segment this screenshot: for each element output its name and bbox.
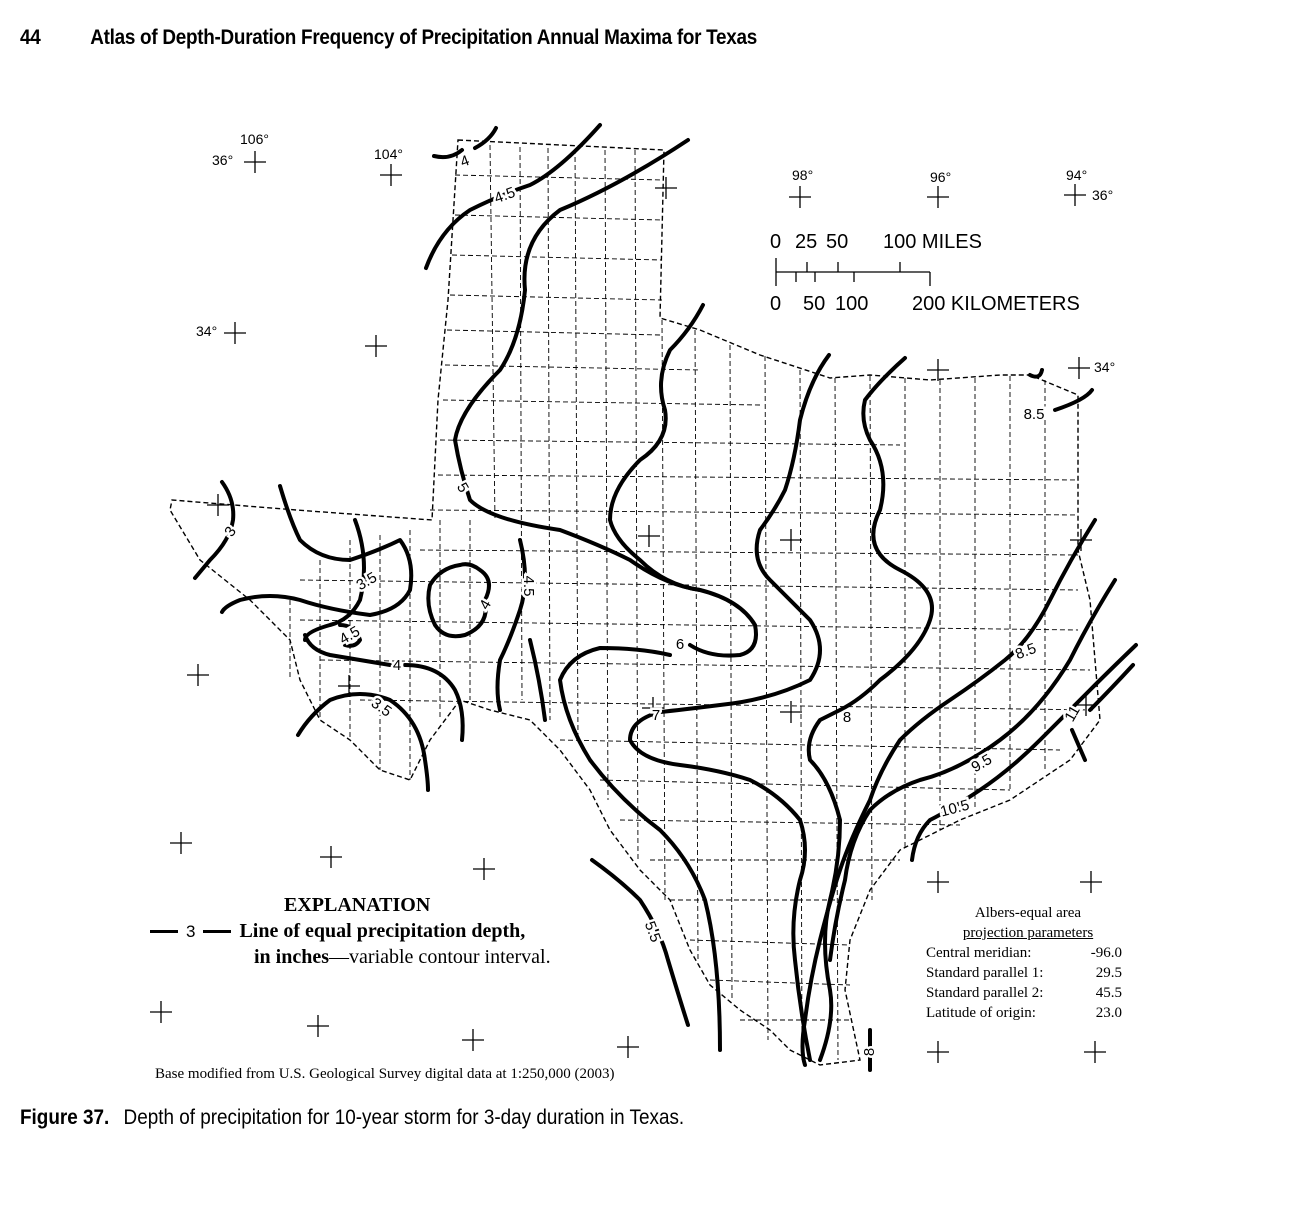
base-data-note: Base modified from U.S. Geological Survey digital data at 1:250,000 (2003) bbox=[155, 1066, 615, 1082]
contour-label: 8.5 bbox=[1013, 639, 1039, 664]
projection-row bbox=[926, 943, 1122, 963]
contour-label: 3 bbox=[221, 523, 240, 541]
legend-description: Line of equal precipitation depth, bbox=[239, 920, 526, 942]
legend-interval-note: —variable contour interval. bbox=[329, 946, 551, 968]
contour-label: 8 bbox=[842, 709, 852, 726]
contour-8 bbox=[809, 358, 932, 1060]
projection-row-label: Standard parallel 2: bbox=[926, 985, 1044, 1001]
lat-label-34-east: 34° bbox=[1094, 359, 1116, 375]
contour-label: 8.5 bbox=[1023, 406, 1045, 423]
scale-miles-50: 50 bbox=[826, 231, 849, 253]
contour-5-middle bbox=[530, 640, 545, 720]
contour-4_5-middle bbox=[498, 540, 526, 710]
contour-label: 4 bbox=[476, 596, 496, 613]
projection-row-value: -96.0 bbox=[1090, 945, 1122, 961]
legend-line-left bbox=[150, 930, 178, 933]
projection-row bbox=[926, 1003, 1122, 1023]
legend-line-right bbox=[203, 930, 231, 933]
contour-label: 8 bbox=[861, 1047, 878, 1057]
explanation-legend-row bbox=[150, 920, 525, 943]
explanation-title: EXPLANATION bbox=[284, 894, 431, 916]
scale-miles-0: 0 bbox=[770, 231, 782, 253]
contour-6 bbox=[610, 305, 703, 590]
scale-bar bbox=[776, 258, 930, 286]
contour-label: 4.5 bbox=[336, 622, 364, 649]
scale-miles-100: 100 MILES bbox=[883, 231, 982, 253]
lon-label-96: 96° bbox=[930, 169, 952, 185]
explanation-line2 bbox=[254, 946, 551, 969]
projection-row-label: Standard parallel 1: bbox=[926, 965, 1044, 981]
projection-row-value: 29.5 bbox=[1095, 965, 1122, 981]
scale-km-200: 200 KILOMETERS bbox=[912, 293, 1080, 315]
legend-sample-value: 3 bbox=[186, 921, 196, 941]
figure-label: Figure 37. bbox=[20, 1106, 110, 1129]
contour-label: 4 bbox=[392, 657, 402, 674]
lat-label-36-east: 36° bbox=[1092, 187, 1114, 203]
lon-label-98: 98° bbox=[792, 167, 814, 183]
contour-label: 3.5 bbox=[353, 568, 381, 595]
projection-row-value: 45.5 bbox=[1095, 985, 1122, 1001]
contour-label: 10.5 bbox=[938, 796, 972, 821]
contour-label: 4.5 bbox=[520, 575, 537, 597]
scale-miles-25: 25 bbox=[795, 231, 818, 253]
contour-label: 7 bbox=[651, 707, 661, 724]
lat-label-36-west: 36° bbox=[212, 152, 234, 168]
contour-label: 5 bbox=[452, 479, 472, 496]
projection-row-label: Central meridian: bbox=[926, 945, 1032, 961]
contour-8_5-north bbox=[1030, 370, 1092, 410]
projection-row-value: 23.0 bbox=[1095, 1005, 1122, 1021]
contour-10_5 bbox=[912, 645, 1136, 860]
contour-label: 6 bbox=[675, 636, 685, 653]
legend-units: in inches bbox=[254, 946, 330, 968]
projection-parameters bbox=[926, 903, 1126, 1023]
projection-title: Albers-equal area bbox=[974, 905, 1082, 921]
projection-row bbox=[926, 963, 1122, 983]
figure-caption bbox=[20, 1106, 684, 1130]
projection-row-label: Latitude of origin: bbox=[926, 1005, 1036, 1021]
contour-label: 4.5 bbox=[492, 183, 518, 208]
contour-label: 4 bbox=[458, 152, 472, 171]
contour-label: 5.5 bbox=[640, 919, 665, 945]
contour-3_5-west bbox=[222, 486, 411, 615]
projection-subtitle: projection parameters bbox=[962, 925, 1094, 941]
lon-label-94: 94° bbox=[1066, 167, 1088, 183]
figure-caption-text: Depth of precipitation for 10-year storm for 3-day duration in Texas. bbox=[123, 1106, 685, 1129]
lon-label-106: 106° bbox=[240, 131, 269, 147]
contour-5_5 bbox=[592, 860, 688, 1025]
page-number: 44 bbox=[20, 26, 41, 49]
scale-km-0: 0 bbox=[770, 293, 782, 315]
scale-km-100: 100 bbox=[835, 293, 869, 315]
contour-7 bbox=[660, 355, 829, 712]
lat-label-34-west: 34° bbox=[196, 323, 218, 339]
contour-3_5-south bbox=[298, 694, 428, 790]
lon-label-104: 104° bbox=[374, 146, 403, 162]
contour-label: 9.5 bbox=[968, 750, 996, 777]
contour-label: 11 bbox=[1061, 702, 1084, 725]
scale-km-50: 50 bbox=[803, 293, 826, 315]
projection-row bbox=[926, 983, 1122, 1003]
contour-label: 3.5 bbox=[367, 694, 395, 721]
running-title: Atlas of Depth-Duration Frequency of Precipitation Annual Maxima for Texas bbox=[90, 26, 758, 49]
